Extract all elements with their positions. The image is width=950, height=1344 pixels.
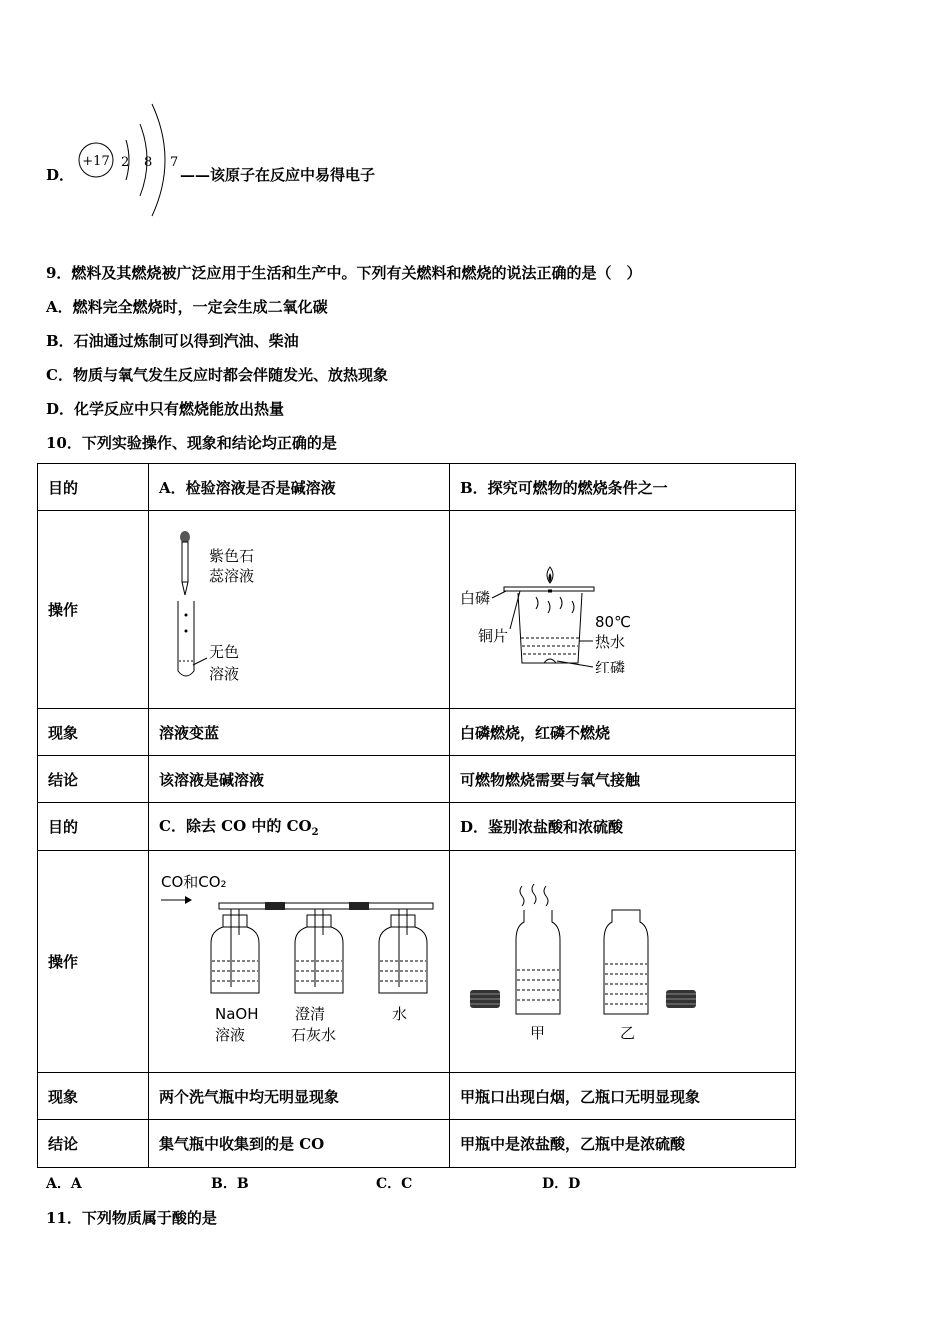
cell-purpose-b: B．探究可燃物的燃烧条件之一 [450, 464, 796, 511]
cell-figure-a [149, 511, 450, 709]
nucleus-charge: +17 [82, 154, 110, 169]
connecting-tube [219, 903, 433, 909]
row-label: 结论 [38, 1120, 149, 1168]
red-phosphorus [544, 659, 556, 663]
bottle3-label: 水 [392, 1004, 408, 1023]
row-label: 现象 [38, 1073, 149, 1120]
choice-d[interactable]: D．D [542, 1176, 581, 1192]
label-white-phosphorus: 白磷 [460, 588, 491, 607]
q9-option-d: D．化学反应中只有燃烧能放出热量 [46, 400, 285, 418]
stopper-left [470, 990, 500, 1008]
q9-option-b: B．石油通过炼制可以得到汽油、柴油 [46, 332, 299, 350]
bottle1-label-2: 溶液 [215, 1025, 246, 1044]
drop-1 [185, 613, 188, 616]
table-row [38, 803, 796, 851]
choice-c[interactable]: C．C [376, 1176, 413, 1192]
dropper-bulb [180, 531, 190, 543]
test-tube [178, 601, 194, 676]
table-row [38, 756, 796, 803]
purpose-c-subscript: 2 [311, 827, 319, 838]
shell-1-count: 2 [121, 155, 130, 170]
q9-option-c: C．物质与氧气发生反应时都会伴随发光、放热现象 [46, 366, 388, 384]
dropper-testtube-figure [159, 523, 289, 693]
cell-purpose-a: A．检验溶液是否是碱溶液 [149, 464, 450, 511]
q9-stem: 9．燃料及其燃烧被广泛应用于生活和生产中。下列有关燃料和燃烧的说法正确的是（ ） [46, 264, 642, 282]
table-row [38, 511, 796, 709]
electron-shell-3 [152, 104, 165, 216]
washing-bottle-2 [295, 909, 343, 993]
pointer-line [492, 591, 506, 598]
table-row [38, 1073, 796, 1120]
table-row [38, 851, 796, 1073]
label-gas-inlet: CO和CO₂ [161, 872, 227, 891]
row-label: 目的 [38, 803, 149, 851]
label-bottle-yi: 乙 [620, 1023, 636, 1040]
purpose-c-text: C．除去 CO 中的 CO [159, 817, 312, 835]
tube-label-2: 溶液 [209, 664, 240, 683]
beaker-phosphorus-figure [460, 543, 660, 673]
gas-washing-figure [159, 865, 439, 1055]
bottle1-label-1: NaOH [215, 1004, 259, 1023]
option-label: D． [46, 166, 75, 184]
option-description: ——该原子在反应中易得电子 [180, 166, 376, 184]
row-label: 结论 [38, 756, 149, 803]
experiment-table [37, 463, 796, 1168]
dropper-tube [182, 542, 188, 582]
acid-bottles-figure [460, 880, 700, 1040]
row-label: 操作 [38, 511, 149, 709]
arrow-icon [185, 896, 192, 904]
q10-stem: 10．下列实验操作、现象和结论均正确的是 [46, 434, 337, 452]
label-hot-water: 热水 [595, 632, 626, 651]
tube-label-1: 无色 [209, 642, 240, 661]
bottle2-label-2: 石灰水 [291, 1025, 337, 1044]
washing-bottle-3 [379, 909, 427, 993]
cell-purpose-d: D．鉴别浓盐酸和浓硫酸 [450, 803, 796, 851]
stopper-right [666, 990, 696, 1008]
shell-3-count: 7 [170, 155, 179, 170]
shell-2-count: 8 [144, 155, 153, 170]
rubber-joint-1 [265, 902, 285, 910]
cell-conclusion-c: 集气瓶中收集到的是 CO [149, 1120, 450, 1168]
atom-structure-diagram [74, 100, 214, 220]
cell-conclusion-d: 甲瓶中是浓盐酸，乙瓶中是浓硫酸 [450, 1120, 796, 1168]
cell-figure-c [149, 851, 450, 1073]
label-copper: 铜片 [478, 626, 509, 645]
cell-figure-b [450, 511, 796, 709]
pointer-line [193, 658, 207, 665]
cell-conclusion-a: 该溶液是碱溶液 [149, 756, 450, 803]
q9-option-a: A．燃料完全燃烧时，一定会生成二氧化碳 [46, 298, 328, 316]
steam-lines [536, 597, 574, 613]
washing-bottle-1 [211, 909, 259, 993]
cell-purpose-c [149, 803, 450, 851]
label-red-phosphorus: 红磷 [595, 658, 626, 673]
q11-stem: 11．下列物质属于酸的是 [46, 1209, 217, 1227]
cell-phenomenon-d: 甲瓶口出现白烟，乙瓶口无明显现象 [450, 1073, 796, 1120]
rubber-joint-2 [349, 902, 369, 910]
cell-phenomenon-a: 溶液变蓝 [149, 709, 450, 756]
bottle2-label-1: 澄清 [295, 1004, 326, 1023]
dropper-label-1: 紫色石 [209, 546, 255, 565]
beaker [518, 593, 582, 663]
choice-a[interactable]: A．A [46, 1176, 82, 1192]
row-label: 现象 [38, 709, 149, 756]
row-label: 目的 [38, 464, 149, 511]
cell-conclusion-b: 可燃物燃烧需要与氧气接触 [450, 756, 796, 803]
dropper-label-2: 蕊溶液 [209, 566, 255, 585]
label-bottle-jia: 甲 [530, 1023, 546, 1040]
white-smoke-lines [520, 884, 548, 906]
table-row [38, 464, 796, 511]
pointer-line [557, 661, 593, 667]
cell-phenomenon-c: 两个洗气瓶中均无明显现象 [149, 1073, 450, 1120]
table-row [38, 1120, 796, 1168]
bottle-yi [604, 910, 648, 1014]
atom-structure-option [46, 100, 466, 220]
label-temp: 80℃ [595, 612, 631, 631]
bottle-jia [516, 910, 560, 1014]
table-row [38, 709, 796, 756]
drop-2 [185, 629, 188, 632]
row-label: 操作 [38, 851, 149, 1073]
choice-b[interactable]: B．B [211, 1176, 249, 1192]
cell-figure-d [450, 851, 796, 1073]
cell-phenomenon-b: 白磷燃烧，红磷不燃烧 [450, 709, 796, 756]
dropper-tip [182, 582, 188, 595]
